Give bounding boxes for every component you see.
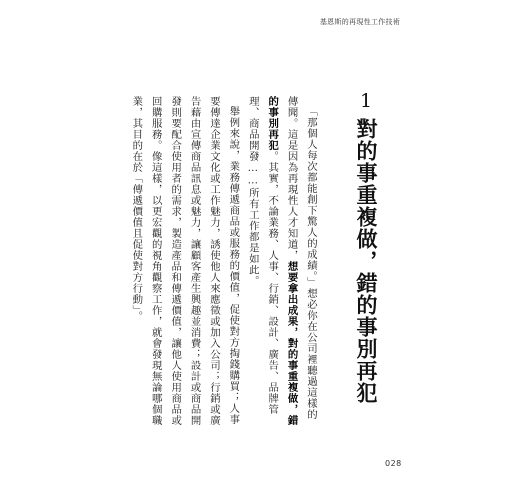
paragraph-1 [242, 96, 320, 426]
paragraph-1-text-a: 「那個人每次都能創下驚人的成績。」想必你在公司裡聽過這樣的傳聞。這是因為再現性人才知道， [285, 96, 317, 421]
chapter-title: 對的事重複做，錯的事別再犯 [354, 118, 379, 404]
page-number: 028 [385, 459, 402, 468]
paragraph-2: 舉例來說，業務傳遞商品或服務的價值，促使對方掏錢購買；人事要傳達企業文化或工作魅力，誘使他人來應徵或加入公司；行銷或廣告藉由宣傳商品訊息或魅力，讓顧客產生興趣並消費；設計或商品開發則要配合使用者的需求，製造產品和傳遞價值，讓他人使用商品或回購服務。像這樣，以更宏觀的視角觀察工作，就會發現無論哪個職業，其目的在於「傳遞價值且促使對方行動」。 [130, 96, 240, 426]
paragraph-1-text-b: 。其實，不論業務、人事、行銷、設計、廣告、品牌管理、商品開發……所有工作都是如此。 [246, 96, 279, 415]
chapter-number: 1 [359, 90, 373, 112]
key-point-bold: 想要拿出成果，對的事重複做，錯的事別再犯 [266, 96, 298, 426]
body-text [126, 96, 320, 426]
running-header: 基恩斯的再現性工作技術 [319, 18, 401, 26]
